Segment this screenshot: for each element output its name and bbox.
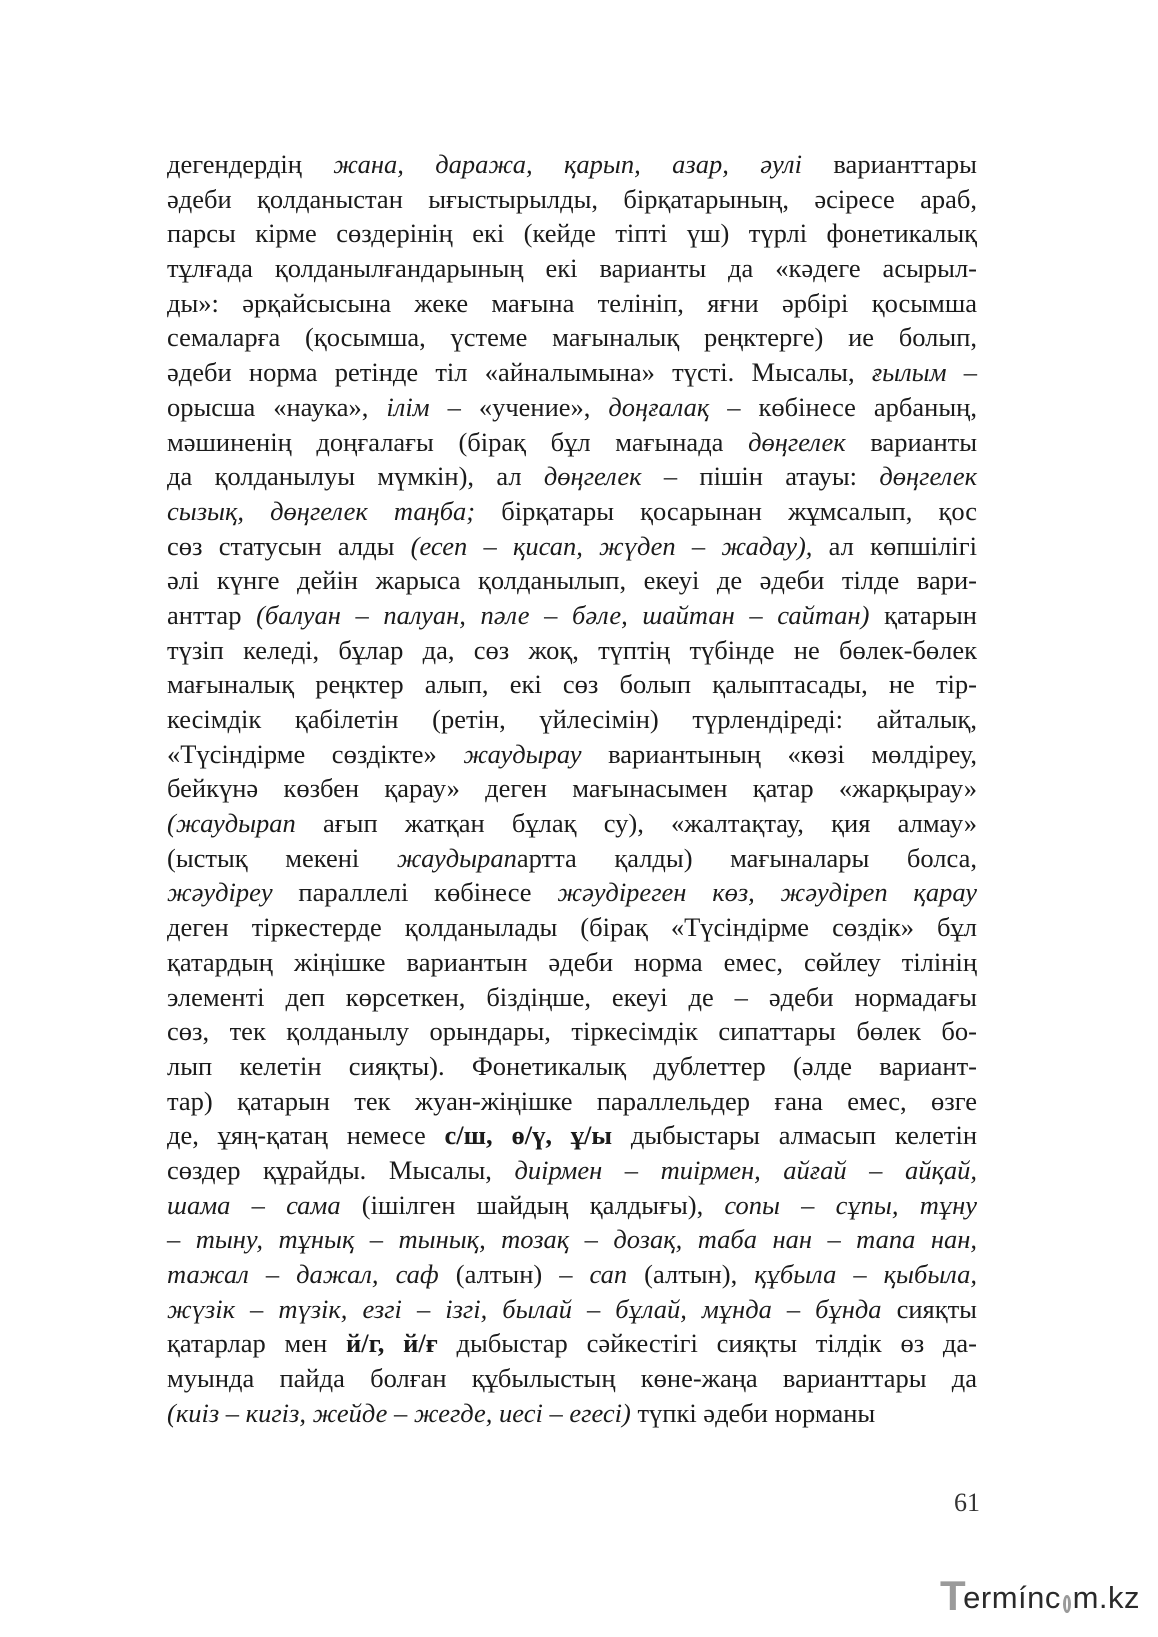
text-run: тұлғада қолданылғандарының екі варианты да «кәдеге асырыл- [167,253,977,284]
text-run: кесімдік қабілетін (ретін, үйлесімін) түрлендіреді: айталық, [167,704,977,734]
text-line [167,563,977,598]
text-line [167,667,977,702]
text-run: (есеп – қисап, жүдеп – жадау), [410,530,813,561]
text-run: – көбінесе арбаның, [709,391,977,422]
text-run: жәудіреген көз, жәудіреп қарау [557,877,977,908]
text-line [167,771,977,806]
text-line [167,320,977,355]
watermark-logo [940,1574,1140,1618]
text-line [167,1153,977,1188]
text-run: дыбыстар сәйкестігі сияқты тілдік өз да- [437,1328,978,1359]
text-line [167,216,977,251]
text-run: жүзік – түзік, езгі – ізгі, былай – бұлай, мұнда – бұнда [167,1293,882,1324]
text-line [167,1118,977,1153]
text-line [167,1361,977,1396]
text-run: орысша «наука», [167,391,387,422]
text-run: семаларға (қосымша, үстеме мағыналық реңктерге) ие болып, [167,322,977,353]
text-run: дөңгелек [879,461,977,492]
text-line [167,841,977,876]
text-line [167,1188,977,1223]
text-run: варианты [845,426,978,457]
text-run: сап [589,1259,628,1289]
watermark-text-part2: m.kz [1072,1580,1140,1615]
text-run: шама – сама [167,1189,341,1220]
text-line [167,910,977,945]
text-line [167,147,977,182]
text-run: муында пайда болған құбылыстың көне-жаңа варианттары да [167,1363,977,1394]
text-run: әлі күнге дейін жарыса қолданылып, екеуі де әдеби тілде вари- [167,565,977,596]
text-run: с/ш, ө/ү, ұ/ы [444,1120,613,1151]
text-line [167,425,977,460]
text-run: й/г, й/ғ [346,1328,438,1359]
text-run: дыбыстары алмасып келетін [612,1120,977,1151]
text-run: (ыстық мекені [167,842,397,873]
text-run: мәшиненің доңғалағы (бірақ бұл мағынада [167,426,749,457]
text-run: дөңгелек [748,426,846,457]
text-run: қатарлар мен [167,1328,347,1359]
text-run: әдеби қолданыстан ығыстырылды, бірқатарының, әсіресе араб, [167,183,977,214]
text-run: артта қалды) мағыналары болса, [516,842,977,873]
text-run: (алтын), [627,1259,755,1289]
text-run: жаудырау [463,738,582,769]
text-line [167,1014,977,1049]
text-line [167,355,977,390]
text-run: сөздер құрайды. Мысалы, [167,1154,515,1185]
text-run: – тыну, тұнық – тынық, тозақ – дозақ, таба нан – тапа нан, [167,1224,977,1255]
text-run: (ішілген шайдың қалдығы), [340,1189,725,1220]
text-run: түзіп келеді, бұлар да, сөз жоқ, түптің түбінде не бөлек-бөлек [167,634,977,665]
text-line [167,1049,977,1084]
text-run: (балуан – палуан, пәле – бәле, шайтан – сайтан) [256,599,870,630]
text-run: ал көпшілігі [812,530,977,561]
text-line [167,702,977,737]
text-run: (алтын) – [438,1259,590,1289]
text-run: деген тіркестерде қолданылады (бірақ «Түсіндірме сөздік» бұл [167,912,977,943]
text-run: сияқты [881,1293,977,1324]
text-line [167,494,977,529]
text-run: мағыналық реңктер алып, екі сөз болып қалыптасады, не тір- [167,669,977,700]
body-text [167,147,977,1430]
text-run: анттар [167,599,257,630]
text-run: тар) қатарын тек жуан-жіңішке параллельдер ғана емес, өзге [167,1085,977,1116]
text-run: элементі деп көрсеткен, біздіңше, екеуі де – әдеби нормадағы [167,981,977,1012]
text-run: варианттары [801,149,977,179]
text-line [167,286,977,321]
text-run: түпкі әдеби норманы [630,1397,876,1428]
text-run: ғылым – [871,357,977,388]
text-line [167,1257,977,1292]
text-run: бірқатары қосарынан жұмсалып, қос [475,495,978,526]
text-run: парсы кірме сөздерінің екі (кейде тіпті үш) түрлі фонетикалық [167,218,977,249]
watermark-o-ring-icon [1063,1595,1071,1613]
text-run: сызық, дөңгелек таңба; [167,495,476,526]
text-line [167,945,977,980]
text-line [167,737,977,772]
page-number: 61 [954,1488,980,1517]
text-run: «Түсіндірме сөздікте» [167,738,464,769]
text-line [167,598,977,633]
text-run: диірмен – тиірмен, айғай – айқай, [514,1154,977,1185]
text-run: (жаудырап [167,808,296,839]
text-line [167,1396,977,1431]
text-run: сөз статусын алды [167,530,411,561]
text-run: құбыла – қыбыла, [754,1259,978,1289]
text-run: бейкүнә көзбен қарау» деген мағынасымен қатар «жарқырау» [167,773,977,804]
text-line [167,1326,977,1361]
text-run: доңғалақ [608,391,710,422]
text-line [167,529,977,564]
text-line [167,1084,977,1119]
text-run: – пішін атауы: [641,461,880,492]
text-run: – «учение», [429,391,609,422]
text-run: қатардың жіңішке вариантын әдеби норма емес, сөйлеу тілінің [167,946,977,977]
text-line [167,390,977,425]
text-line [167,875,977,910]
text-run: вариантының «көзі мөлдіреу, [581,738,977,769]
text-run: дегендердің [167,149,334,179]
text-run: сөз, тек қолданылу орындары, тіркесімдік сипаттары бөлек бо- [167,1016,977,1047]
text-run: да қолданылуы мүмкін), ал [167,461,544,492]
text-run: әдеби норма ретінде тіл «айналымына» түсті. Мысалы, [167,357,872,388]
text-run: қатарын [869,599,977,630]
watermark-t-letter: T [940,1572,967,1619]
text-line [167,633,977,668]
text-run: жана, даража, қарып, азар, әулі [333,149,802,179]
text-line [167,182,977,217]
text-line [167,251,977,286]
text-run: лып келетін сияқты). Фонетикалық дублеттер (әлде вариант- [167,1050,977,1081]
text-run: тажал – дажал, саф [167,1259,439,1289]
text-line [167,459,977,494]
text-line [167,1222,977,1257]
text-run: параллелі көбінесе [272,877,558,908]
text-run: ілім [386,391,430,422]
text-run: ды»: әрқайсысына жеке мағына телініп, яғни әрбірі қосымша [167,287,977,318]
text-run: де, ұяң-қатаң немесе [167,1120,445,1151]
text-line [167,806,977,841]
watermark-text-part1: ermínc [963,1580,1061,1615]
text-run: жаудырап [396,842,517,873]
text-run: ағып жатқан бұлақ су), «жалтақтау, қия алмау» [295,808,977,839]
text-run: жәудіреу [167,877,273,908]
text-run: сопы – сұпы, тұну [724,1189,977,1220]
text-line [167,980,977,1015]
text-run: дөңгелек [543,461,642,492]
text-run: (киіз – кигіз, жейде – жегде, иесі – егесі) [167,1397,631,1428]
text-line [167,1292,977,1327]
